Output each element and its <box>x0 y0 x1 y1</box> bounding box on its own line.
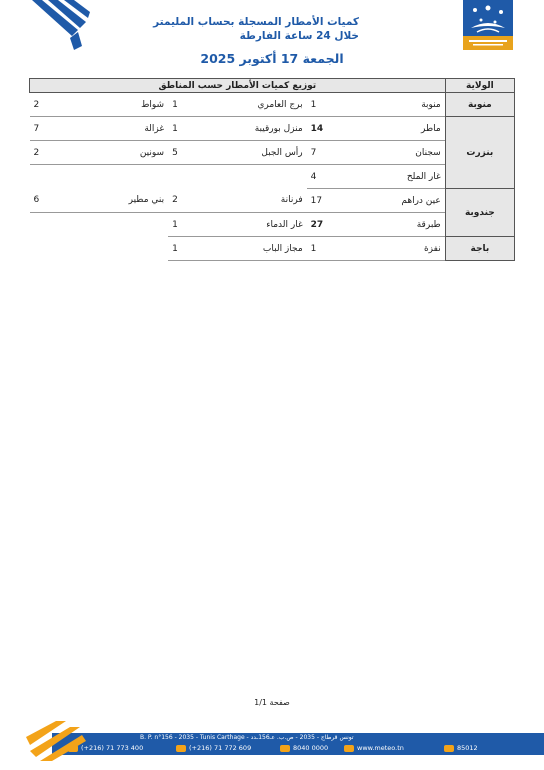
report-date: الجمعة 17 أكتوبر 2025 <box>200 51 344 66</box>
table-row <box>30 141 515 165</box>
empty-cell <box>168 165 237 189</box>
station-name: غار الدماء <box>237 213 306 237</box>
governorate-cell: منوبة <box>445 93 514 117</box>
table-row <box>30 117 515 141</box>
rain-value: 7 <box>30 117 99 141</box>
empty-cell <box>30 165 99 189</box>
footer-green-number <box>280 744 328 752</box>
footer-fax <box>176 744 251 752</box>
station-name: سونين <box>99 141 168 165</box>
rain-value: 1 <box>168 93 237 117</box>
table-row <box>30 93 515 117</box>
table-row <box>30 213 515 237</box>
table-row <box>30 189 515 213</box>
empty-cell <box>237 165 306 189</box>
empty-cell <box>99 213 168 237</box>
table-row <box>30 165 515 189</box>
rain-value: 1 <box>168 213 237 237</box>
station-name: فرنانة <box>237 189 306 213</box>
rain-value: 7 <box>307 141 376 165</box>
rain-value: 1 <box>307 93 376 117</box>
governorate-cell: بنزرت <box>445 117 514 189</box>
rain-value: 1 <box>168 117 237 141</box>
empty-cell <box>30 237 99 261</box>
website-link[interactable]: www.meteo.tn <box>357 744 404 752</box>
institute-logo <box>463 0 513 50</box>
station-name: ماطر <box>376 117 445 141</box>
phone-number: (+216) 71 773 400 <box>81 744 144 752</box>
fax-number: (+216) 71 772 609 <box>189 744 252 752</box>
sms-icon <box>444 745 454 752</box>
page-title <box>153 15 359 43</box>
rain-value: 17 <box>307 189 376 213</box>
station-name: منزل بورقيبة <box>237 117 306 141</box>
station-name: برج العامري <box>237 93 306 117</box>
globe-icon <box>344 745 354 752</box>
rain-value: 1 <box>307 237 376 261</box>
station-name: بني مطير <box>99 189 168 213</box>
rain-value: 1 <box>168 237 237 261</box>
footer-phone <box>68 744 143 752</box>
empty-cell <box>30 213 99 237</box>
header-governorate: الولاية <box>445 79 514 93</box>
rain-value: 2 <box>30 93 99 117</box>
station-name: مجاز الباب <box>237 237 306 261</box>
footer-address: B. P. n°156 - 2035 - Tunis Carthage - تونس قرطاج - 2035 - ص.ب. عـ156ـدد <box>140 734 354 741</box>
station-name: سجنان <box>376 141 445 165</box>
station-name: رأس الجبل <box>237 141 306 165</box>
fax-icon <box>176 745 186 752</box>
footer-sms <box>444 744 478 752</box>
station-name: طبرقة <box>376 213 445 237</box>
empty-cell <box>99 237 168 261</box>
station-name: نفزة <box>376 237 445 261</box>
title-line-2: خلال 24 ساعة الفارطة <box>239 30 359 42</box>
rain-value: 5 <box>168 141 237 165</box>
footer-decorative-stripes <box>26 721 86 761</box>
decorative-stripes <box>20 0 90 52</box>
table-row <box>30 237 515 261</box>
table-header-row <box>30 79 515 93</box>
rain-value: 2 <box>30 141 99 165</box>
footer-website[interactable] <box>344 744 404 752</box>
station-name: عين دراهم <box>376 189 445 213</box>
rain-value: 4 <box>307 165 376 189</box>
governorate-cell: جندوبة <box>445 189 514 237</box>
station-name: منوبة <box>376 93 445 117</box>
rain-value: 14 <box>307 117 376 141</box>
station-name: غار الملح <box>376 165 445 189</box>
station-name: شواط <box>99 93 168 117</box>
phone-icon <box>68 745 78 752</box>
title-line-1: كميات الأمطار المسجلة بحساب المليمتر <box>153 16 359 28</box>
governorate-cell: باجة <box>445 237 514 261</box>
rain-value: 6 <box>30 189 99 213</box>
header-regions: توزيع كميات الأمطار حسب المناطق <box>30 79 446 93</box>
green-number: 8040 0000 <box>293 744 329 752</box>
sms-number: 85012 <box>457 744 478 752</box>
green-number-icon <box>280 745 290 752</box>
empty-cell <box>99 165 168 189</box>
rainfall-table <box>29 78 515 261</box>
page-number: صفحة 1/1 <box>254 698 290 707</box>
rain-value: 2 <box>168 189 237 213</box>
station-name: غزالة <box>99 117 168 141</box>
rain-value: 27 <box>307 213 376 237</box>
